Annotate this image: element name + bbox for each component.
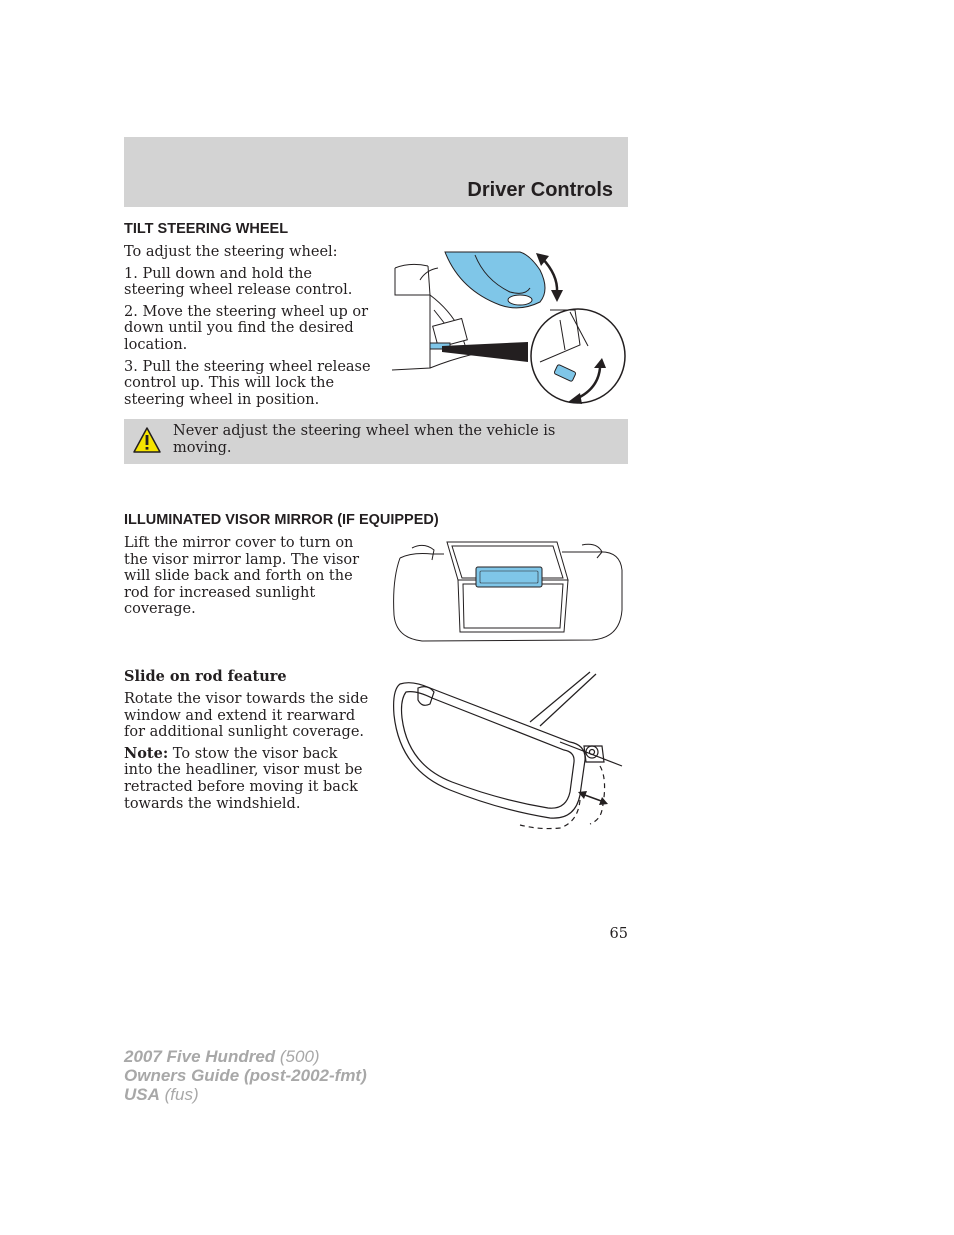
slide-on-rod-text <box>124 691 370 817</box>
steering-wheel-illustration <box>390 250 630 410</box>
slide-on-rod-paragraph: Rotate the visor towards the side window and extend it rearward for additional sunlight coverage. <box>124 691 369 741</box>
tilt-steering-text <box>124 244 374 413</box>
visor-paragraph: Lift the mirror cover to turn on the visor mirror lamp. The visor will slide back and forth on the rod for increased sunlight coverage. <box>124 535 360 618</box>
warning-box <box>124 419 628 464</box>
section-title: Driver Controls <box>467 179 613 201</box>
tilt-intro: To adjust the steering wheel: <box>124 244 338 260</box>
warning-triangle-icon <box>132 426 162 454</box>
note-label: Note: <box>124 744 169 762</box>
slide-on-rod-heading: Slide on rod feature <box>124 668 287 685</box>
visor-mirror-illustration <box>392 540 628 644</box>
tilt-step-2: 2. Move the steering wheel up or down until you find the desired location. <box>124 303 369 353</box>
note-text: To stow the visor back into the headliner, visor must be retracted before moving it back towards the windshield. <box>124 745 363 812</box>
tilt-steering-heading: TILT STEERING WHEEL <box>124 221 289 237</box>
header-band <box>124 137 628 207</box>
page-number: 65 <box>609 926 628 942</box>
footer-line-3: USA (fus) <box>124 1085 199 1104</box>
stow-note <box>124 746 370 812</box>
footer-line-1: 2007 Five Hundred (500) <box>124 1047 320 1066</box>
footer-line-2: Owners Guide (post-2002-fmt) <box>124 1066 367 1085</box>
document-footer <box>124 1047 524 1104</box>
tilt-step-1: 1. Pull down and hold the steering wheel release control. <box>124 265 353 299</box>
warning-text: Never adjust the steering wheel when the vehicle is moving. <box>173 423 556 456</box>
visor-slide-illustration <box>390 670 628 832</box>
visor-mirror-heading: ILLUMINATED VISOR MIRROR (IF EQUIPPED) <box>124 512 439 528</box>
tilt-step-3: 3. Pull the steering wheel release control up. This will lock the steering wheel in position. <box>124 358 371 408</box>
